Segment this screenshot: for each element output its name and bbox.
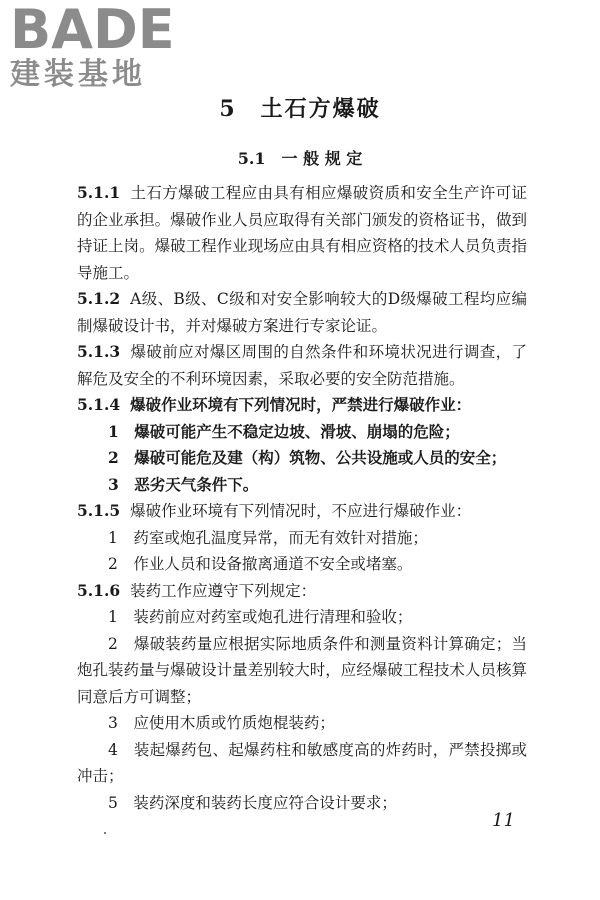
list-item: 3 应使用木质或竹质炮棍装药； (108, 714, 335, 732)
logo-wordmark: BADE (10, 0, 175, 61)
clause-number: 5.1.4 (77, 395, 121, 414)
list-item: 1 药室或炮孔温度异常，而无有效针对措施； (108, 528, 428, 547)
clause-5-1-1 (77, 180, 527, 286)
list-item: 2 爆破装药量应根据实际地质条件和测量资料计算确定；当炮孔装药量与爆破设计量差别较大时，应经爆破工程技术人员核算同意后方可调整； (77, 634, 527, 706)
clause-text: 爆破作业环境有下列情况时，严禁进行爆破作业： (130, 395, 472, 414)
logo-subtitle: 建装基地 (10, 57, 146, 92)
logo (10, 2, 180, 92)
list-item: 5 装药深度和装药长度应符合设计要求； (108, 793, 397, 812)
clause-5-1-5 (77, 498, 527, 525)
list-item: 4 装起爆药包、起爆药柱和敏感度高的炸药时，严禁投掷或冲击； (77, 740, 527, 785)
document-body (77, 180, 527, 816)
clause-5-1-3 (77, 339, 527, 392)
clause-number: 5.1.1 (77, 183, 121, 202)
list-item: 3 恶劣天气条件下。 (108, 474, 259, 494)
clause-5-1-2 (77, 286, 527, 339)
scan-speck (104, 832, 106, 834)
list-item: 1 装药前应对药室或炮孔进行清理和验收； (108, 608, 413, 626)
list-item: 1 爆破可能产生不稳定边坡、滑坡、崩塌的危险； (108, 421, 460, 441)
list-item: 2 作业人员和设备撤离通道不安全或堵塞。 (108, 555, 413, 573)
page-number: 11 (492, 810, 515, 831)
clause-text: 装药工作应遵守下列规定： (130, 581, 317, 600)
clause-text: 土石方爆破工程应由具有相应爆破资质和安全生产许可证的企业承担。爆破作业人员应取得有关部门颁发的资格证书，做到持证上岗。爆破工程作业现场应由具有相应资格的技术人员负责指导施工。 (77, 184, 527, 282)
clause-number: 5.1.3 (77, 342, 121, 361)
clause-5-1-4 (77, 392, 527, 419)
clause-number: 5.1.2 (77, 289, 121, 308)
list-item: 2 爆破可能危及建（构）筑物、公共设施或人员的安全； (108, 448, 507, 467)
clause-number: 5.1.5 (77, 501, 121, 520)
clause-text: 爆破前应对爆区周围的自然条件和环境状况进行调查，了解危及安全的不利环境因素，采取必要的安全防范措施。 (77, 343, 527, 388)
clause-5-1-6 (77, 578, 527, 605)
chapter-title: 5 土石方爆破 (219, 96, 381, 122)
clause-number: 5.1.6 (77, 580, 121, 600)
clause-text: 爆破作业环境有下列情况时，不应进行爆破作业： (130, 502, 472, 520)
section-title: 5.1 一 般 规 定 (237, 149, 363, 168)
clause-text: A级、B级、C级和对安全影响较大的D级爆破工程均应编制爆破设计书，并对爆破方案进行专家论证。 (77, 290, 527, 335)
